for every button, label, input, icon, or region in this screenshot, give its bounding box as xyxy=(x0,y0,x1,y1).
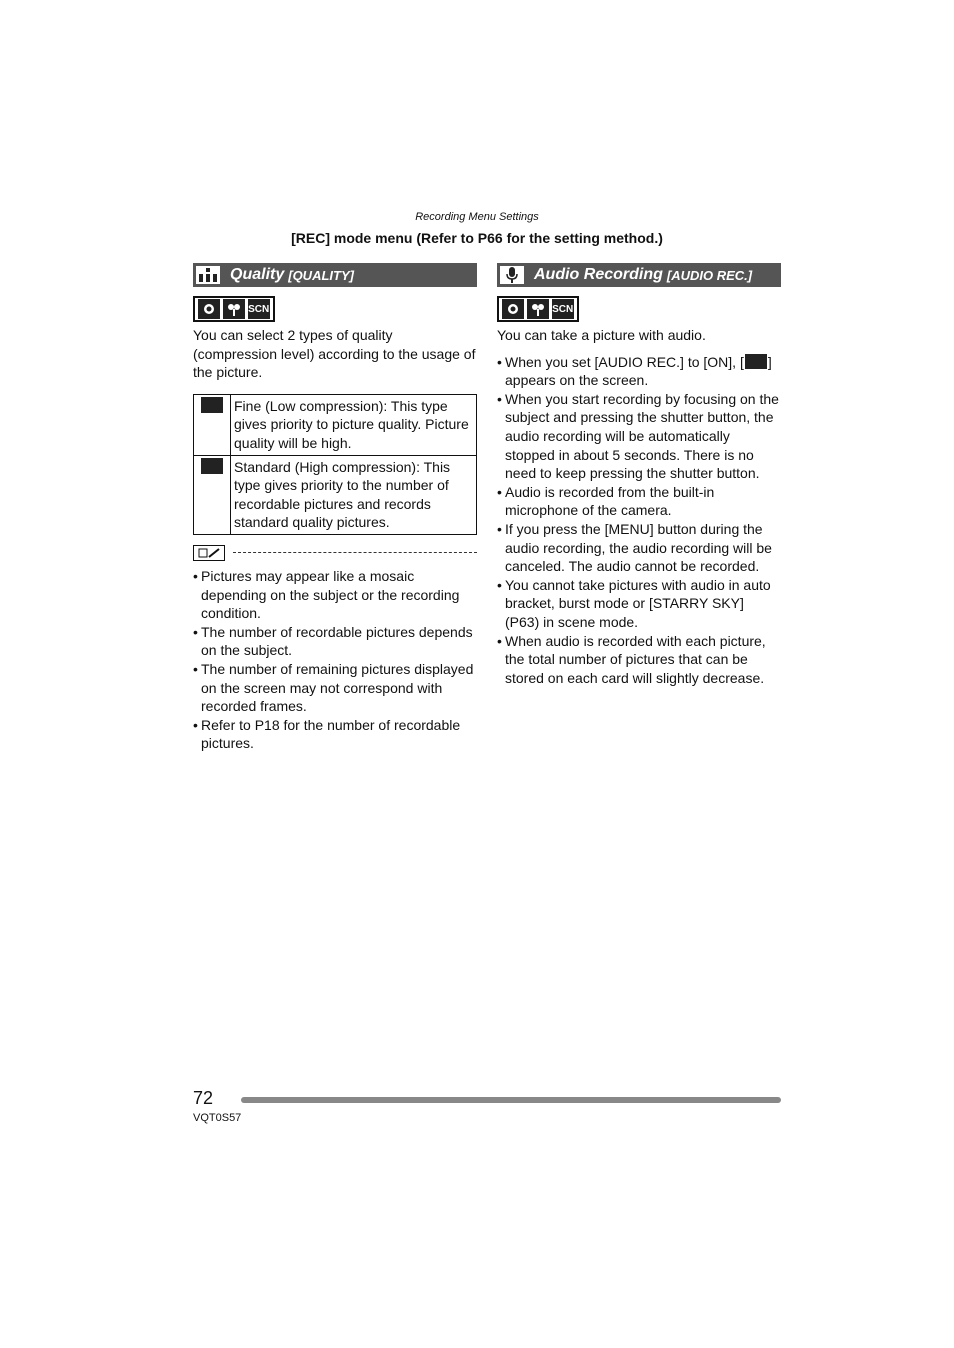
running-head: Recording Menu Settings xyxy=(415,211,539,223)
section-title: Audio Recording xyxy=(534,266,663,283)
list-item: • Refer to P18 for the number of recordable pictures. xyxy=(193,716,477,753)
quality-table xyxy=(193,394,477,535)
note-pencil-icon xyxy=(193,545,225,561)
microphone-icon xyxy=(500,266,524,284)
table-cell: Standard (High compression): This type gives priority to the number of recordable pictures and records standard quality pictures. xyxy=(231,455,477,534)
scn-mode-icon: SCN xyxy=(552,299,574,319)
list-item: • When you start recording by focusing on the subject and pressing the shutter button, the audio recording will be automatically stopped in about 5 seconds. There is no need to keep pressing the shutter button. xyxy=(497,390,781,483)
list-item: • Pictures may appear like a mosaic depending on the subject or the recording condition. xyxy=(193,567,477,623)
table-row xyxy=(194,455,477,534)
section-subtitle: [QUALITY] xyxy=(288,267,354,283)
table-cell: Fine (Low compression): This type gives priority to picture quality. Picture quality will be high. xyxy=(231,394,477,455)
scn-mode-icon: SCN xyxy=(248,299,270,319)
macro-mode-icon xyxy=(527,299,549,319)
list-item: • Audio is recorded from the built-in microphone of the camera. xyxy=(497,483,781,520)
footer-rule xyxy=(241,1097,781,1103)
list-item: • The number of remaining pictures displayed on the screen may not correspond with recorded frames. xyxy=(193,660,477,716)
standard-quality-icon xyxy=(201,458,223,474)
audio-header-bar xyxy=(497,263,781,287)
section-title: Quality xyxy=(230,266,285,283)
section-subtitle: [AUDIO REC.] xyxy=(666,267,753,283)
list-item: • You cannot take pictures with audio in auto bracket, burst mode or [STARRY SKY] (P63) in scene mode. xyxy=(497,576,781,632)
audio-rec-indicator-icon xyxy=(745,354,767,369)
quality-intro: You can select 2 types of quality (compression level) according to the usage of the picture. xyxy=(193,327,476,381)
list-item: • The number of recordable pictures depends on the subject. xyxy=(193,623,477,660)
fine-quality-icon xyxy=(201,397,223,413)
page-number: 72 xyxy=(193,1088,214,1108)
camera-mode-icon xyxy=(502,299,524,319)
camera-mode-icon xyxy=(198,299,220,319)
note-divider xyxy=(193,545,477,561)
applicable-modes xyxy=(193,296,275,322)
audio-intro: You can take a picture with audio. xyxy=(497,327,706,343)
quality-header-bar xyxy=(193,263,477,287)
page-heading: [REC] mode menu (Refer to P66 for the setting method.) xyxy=(291,230,663,246)
list-item: • When you set [AUDIO REC.] to [ON], [ ] appears on the screen. xyxy=(497,353,781,390)
quality-section xyxy=(193,263,477,753)
table-row xyxy=(194,394,477,455)
doc-code: VQT0S57 xyxy=(193,1112,242,1124)
macro-mode-icon xyxy=(223,299,245,319)
applicable-modes xyxy=(497,296,579,322)
audio-bullets xyxy=(497,353,781,688)
list-item: • When audio is recorded with each picture, the total number of pictures that can be stored on each card will slightly decrease. xyxy=(497,632,781,688)
quality-notes xyxy=(193,567,477,753)
list-item: • If you press the [MENU] button during the audio recording, the audio recording will be canceled. The audio cannot be recorded. xyxy=(497,520,781,576)
audio-recording-section xyxy=(497,263,781,687)
quality-icon xyxy=(196,266,220,284)
